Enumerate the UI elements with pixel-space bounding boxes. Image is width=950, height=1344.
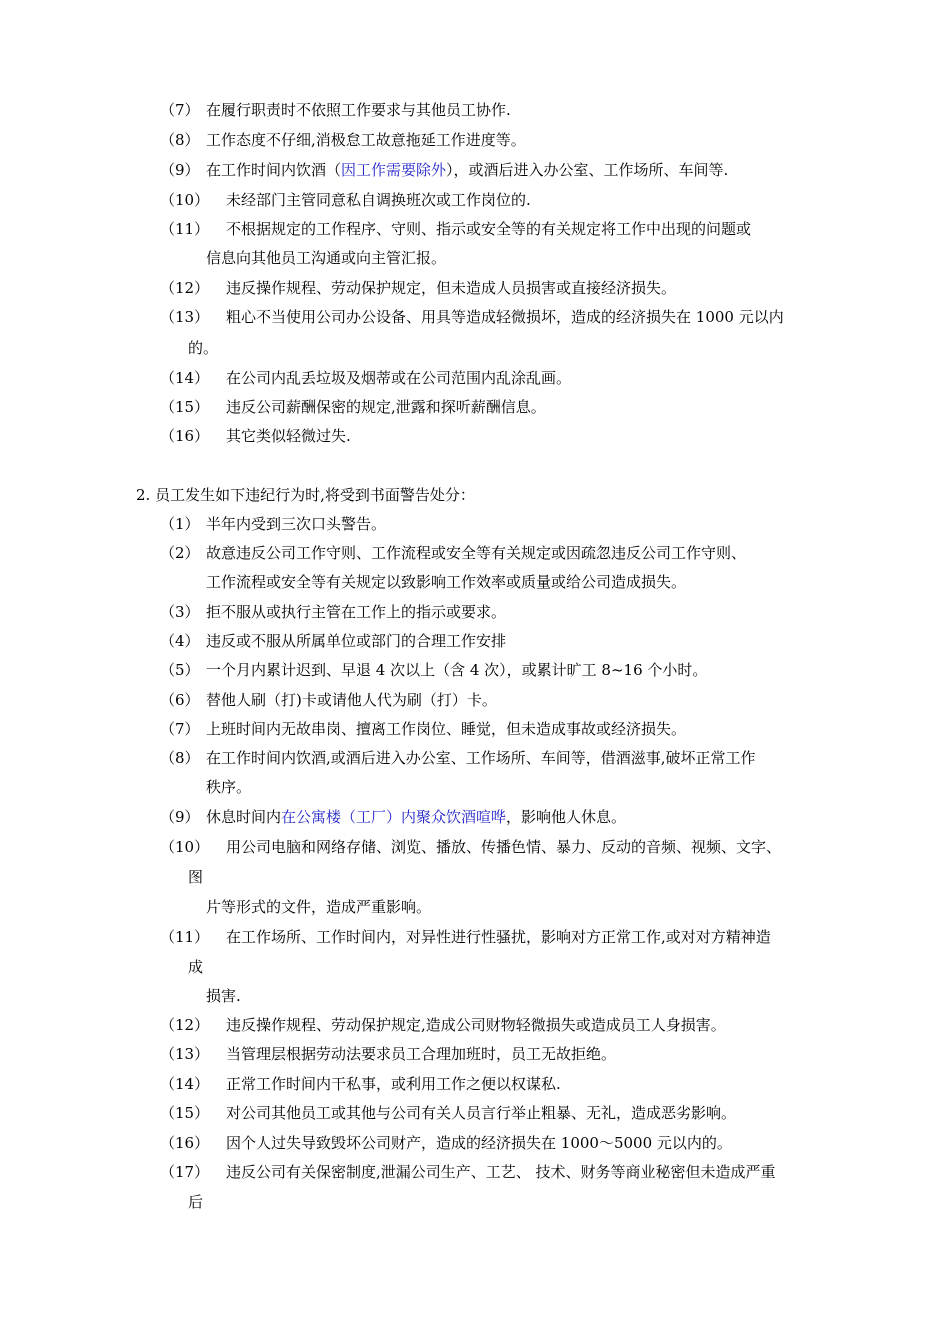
list-item: [160, 807, 626, 827]
item-text: 一个月内累计迟到、早退 4 次以上（含 4 次），或累计旷工 8~16 个小时。: [206, 661, 708, 679]
list-item: [160, 130, 526, 150]
item-number: （7）: [160, 101, 200, 119]
item-text: 在工作场所、工作时间内，对异性进行性骚扰，影响对方正常工作,或对对方精神造: [226, 928, 771, 946]
item-number: （12）: [160, 279, 210, 297]
item-number: （12）: [160, 1016, 210, 1034]
item-number: （11）: [160, 220, 210, 238]
item-number: （11）: [160, 928, 210, 946]
item-number: （13）: [160, 308, 210, 326]
item-number: （8）: [160, 131, 200, 149]
item-text: 半年内受到三次口头警告。: [206, 515, 387, 533]
item-text: 在工作时间内饮酒,或酒后进入办公室、工作场所、车间等，借酒滋事,破坏正常工作: [206, 749, 756, 767]
item-number: （2）: [160, 544, 200, 562]
item-text: ），或酒后进入办公室、工作场所、车间等.: [446, 161, 729, 179]
item-text: 违反操作规程、劳动保护规定，但未造成人员损害或直接经济损失。: [226, 279, 677, 297]
list-item: [160, 278, 676, 298]
list-item: [160, 397, 546, 417]
list-item: [160, 1103, 736, 1123]
list-item: [160, 660, 707, 680]
list-item: [160, 190, 531, 210]
item-text: 未经部门主管同意私自调换班次或工作岗位的.: [226, 191, 531, 209]
list-item: [160, 1133, 732, 1153]
item-number: （7）: [160, 720, 200, 738]
list-item: [160, 219, 751, 239]
list-item: [160, 514, 386, 534]
item-text: 故意违反公司工作守则、工作流程或安全等有关规定或因疏忽违反公司工作守则、: [206, 544, 747, 562]
item-text: 拒不服从或执行主管在工作上的指示或要求。: [206, 603, 507, 621]
list-item: [160, 307, 784, 327]
list-item: [160, 927, 771, 947]
item-number: （15）: [160, 1104, 210, 1122]
item-number: （15）: [160, 398, 210, 416]
item-number: （9）: [160, 161, 200, 179]
item-number: （3）: [160, 603, 200, 621]
item-text: 在公司内乱丢垃圾及烟蒂或在公司范围内乱涂乱画。: [226, 369, 572, 387]
item-text-continuation: 片等形式的文件，造成严重影响。: [206, 898, 432, 916]
item-number: （16）: [160, 1134, 210, 1152]
item-text-continuation: 损害.: [206, 987, 241, 1005]
item-number: （10）: [160, 191, 210, 209]
highlighted-text: 因工作需要除外: [341, 161, 447, 179]
item-text-continuation: 图: [188, 868, 204, 886]
item-text: 休息时间内: [206, 808, 282, 826]
list-item: [160, 602, 506, 622]
item-text: 其它类似轻微过失.: [226, 427, 351, 445]
item-text: 工作态度不仔细,消极怠工故意拖延工作进度等。: [206, 131, 526, 149]
item-text-continuation: 工作流程或安全等有关规定以致影响工作效率或质量或给公司造成损失。: [206, 573, 687, 591]
item-number: （16）: [160, 427, 210, 445]
list-item: [160, 748, 756, 768]
item-number: （1）: [160, 515, 200, 533]
item-text: 粗心不当使用公司办公设备、用具等造成轻微损坏，造成的经济损失在 1000 元以内: [226, 308, 784, 326]
item-text: 替他人刷（打)卡或请他人代为刷（打）卡。: [206, 691, 497, 709]
list-item: [160, 426, 351, 446]
list-item: [160, 1074, 561, 1094]
list-item: [160, 631, 506, 651]
item-text: 上班时间内无故串岗、擅离工作岗位、睡觉，但未造成事故或经济损失。: [206, 720, 687, 738]
item-number: （13）: [160, 1045, 210, 1063]
list-item: [160, 1044, 616, 1064]
item-number: （9）: [160, 808, 200, 826]
item-number: （4）: [160, 632, 200, 650]
item-number: （14）: [160, 1075, 210, 1093]
item-text: 在工作时间内饮酒（: [206, 161, 342, 179]
item-text-continuation: 秩序。: [206, 778, 252, 796]
item-text: 当管理层根据劳动法要求员工合理加班时，员工无故拒绝。: [226, 1045, 617, 1063]
list-item: [160, 160, 728, 180]
item-text-continuation: 成: [188, 958, 204, 976]
list-item: [160, 690, 497, 710]
item-text: 对公司其他员工或其他与公司有关人员言行举止粗暴、无礼，造成恶劣影响。: [226, 1104, 737, 1122]
item-number: （10）: [160, 838, 210, 856]
item-text: 因个人过失导致毁坏公司财产，造成的经济损失在 1000～5000 元以内的。: [226, 1134, 732, 1152]
item-number: （17）: [160, 1163, 210, 1181]
list-item: [160, 368, 571, 388]
list-item: [160, 1162, 776, 1182]
item-text: 违反公司薪酬保密的规定,泄露和探听薪酬信息。: [226, 398, 546, 416]
section-heading: 2. 员工发生如下违纪行为时,将受到书面警告处分：: [136, 486, 475, 504]
list-item: [160, 1015, 726, 1035]
item-number: （14）: [160, 369, 210, 387]
item-text: 正常工作时间内干私事，或利用工作之便以权谋私.: [226, 1075, 561, 1093]
item-text-continuation: 信息向其他员工沟通或向主管汇报。: [206, 249, 447, 267]
item-number: （8）: [160, 749, 200, 767]
highlighted-text: 在公寓楼（工厂）内聚众饮酒喧哗: [281, 808, 507, 826]
item-text-continuation: 后: [188, 1193, 204, 1211]
item-text: 用公司电脑和网络存储、浏览、播放、传播色情、暴力、反动的音频、视频、文字、: [226, 838, 782, 856]
item-number: （6）: [160, 691, 200, 709]
item-text-continuation: 的。: [188, 339, 219, 357]
list-item: [160, 100, 511, 120]
list-item: [160, 837, 781, 857]
item-text: 违反公司有关保密制度,泄漏公司生产、工艺、 技术、财务等商业秘密但未造成严重: [226, 1163, 776, 1181]
item-number: （5）: [160, 661, 200, 679]
item-text: ，影响他人休息。: [506, 808, 627, 826]
item-text: 在履行职责时不依照工作要求与其他员工协作.: [206, 101, 511, 119]
item-text: 不根据规定的工作程序、守则、指示或安全等的有关规定将工作中出现的问题或: [226, 220, 752, 238]
list-item: [160, 543, 746, 563]
item-text: 违反或不服从所属单位或部门的合理工作安排: [206, 632, 507, 650]
item-text: 违反操作规程、劳动保护规定,造成公司财物轻微损失或造成员工人身损害。: [226, 1016, 726, 1034]
list-item: [160, 719, 686, 739]
